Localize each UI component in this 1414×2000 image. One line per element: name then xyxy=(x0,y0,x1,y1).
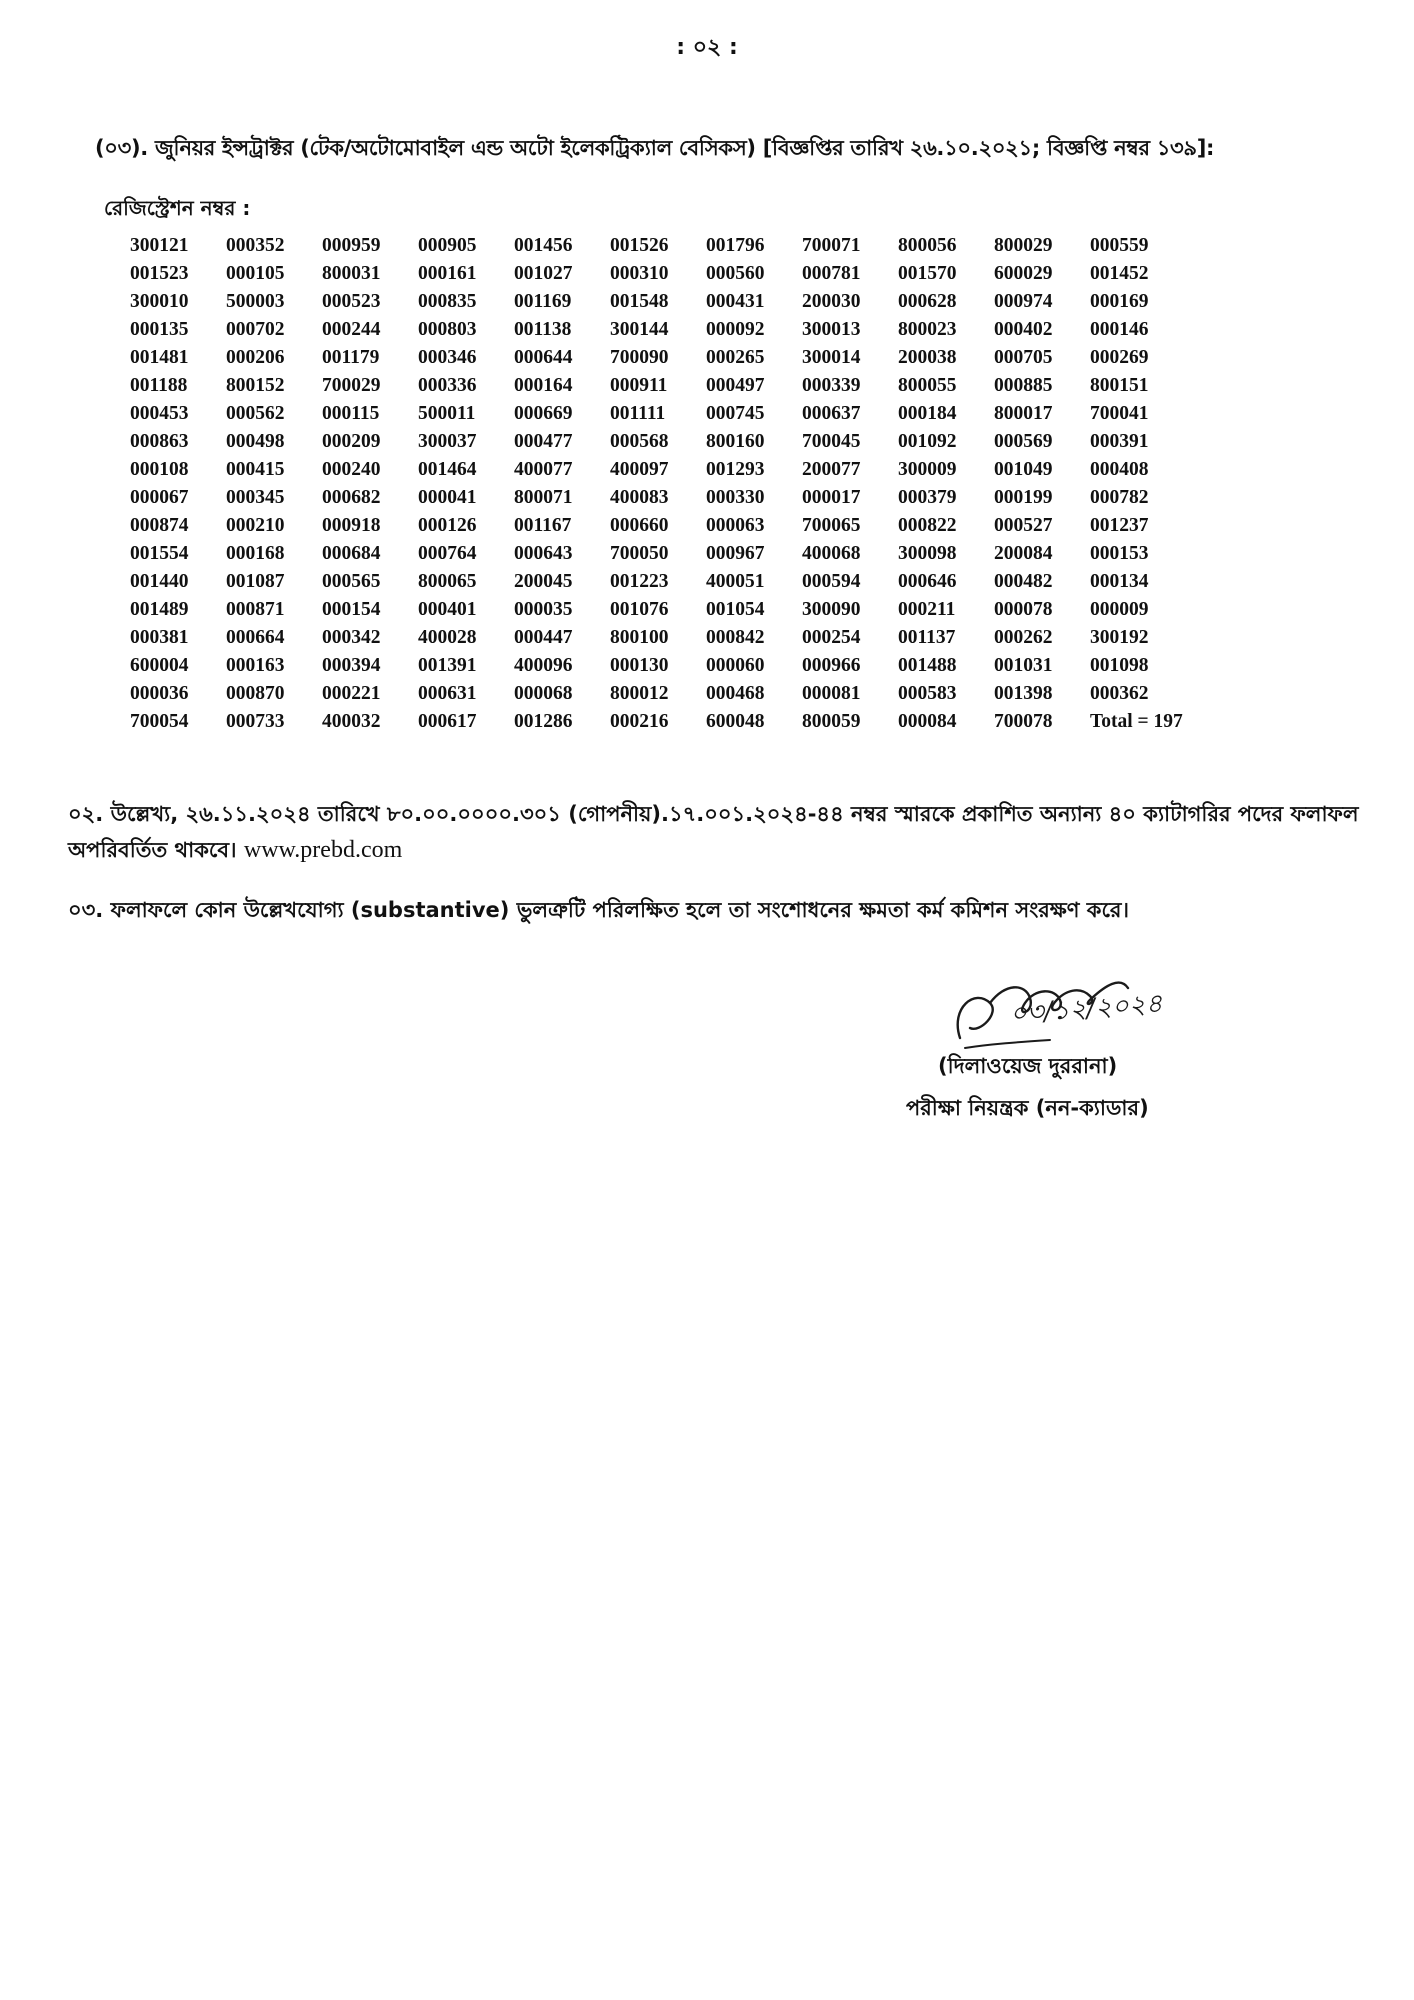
registration-number-cell: 000705 xyxy=(994,347,1053,368)
registration-number-cell: 000835 xyxy=(418,291,477,312)
registration-number-cell: 000153 xyxy=(1090,543,1149,564)
registration-number-cell: 000966 xyxy=(802,655,861,676)
registration-number-cell: 300014 xyxy=(802,347,861,368)
registration-number-cell: 001554 xyxy=(130,543,189,564)
registration-number-cell: 001167 xyxy=(514,515,572,536)
registration-number-cell: 000115 xyxy=(322,403,380,424)
registration-number-cell: 200038 xyxy=(898,347,957,368)
registration-number-cell: 000310 xyxy=(610,263,669,284)
table-row xyxy=(130,232,1220,260)
registration-number-cell: 400032 xyxy=(322,711,381,732)
registration-number-cell: 000568 xyxy=(610,431,669,452)
registration-number-cell: 800160 xyxy=(706,431,765,452)
registration-number-cell: 500003 xyxy=(226,291,285,312)
registration-number-cell: 000870 xyxy=(226,683,285,704)
registration-number-cell: 000221 xyxy=(322,683,381,704)
registration-number-cell: 300144 xyxy=(610,319,669,340)
registration-number-cell: 000523 xyxy=(322,291,381,312)
registration-number-cell: 000498 xyxy=(226,431,285,452)
registration-number-cell: 000967 xyxy=(706,543,765,564)
registration-number-cell: 000447 xyxy=(514,627,573,648)
registration-number-cell: 000067 xyxy=(130,487,189,508)
registration-number-cell: 000339 xyxy=(802,375,861,396)
registration-number-cell: 000269 xyxy=(1090,347,1149,368)
registration-number-cell: 700045 xyxy=(802,431,861,452)
registration-number-cell: 800056 xyxy=(898,235,957,256)
registration-number-cell: 000394 xyxy=(322,655,381,676)
registration-number-cell: 001237 xyxy=(1090,515,1149,536)
registration-number-cell: 000842 xyxy=(706,627,765,648)
table-row xyxy=(130,596,1220,624)
registration-number-cell: 300037 xyxy=(418,431,477,452)
registration-number-cell: 000265 xyxy=(706,347,765,368)
registration-number-cell: 000562 xyxy=(226,403,285,424)
registration-number-cell: 000036 xyxy=(130,683,189,704)
registration-number-cell: 000874 xyxy=(130,515,189,536)
registration-number-cell: 300013 xyxy=(802,319,861,340)
registration-number-cell: 000637 xyxy=(802,403,861,424)
registration-number-cell: 300010 xyxy=(130,291,189,312)
registration-number-cell: 000594 xyxy=(802,571,861,592)
registration-number-cell: 000617 xyxy=(418,711,477,732)
registration-number-cell: 000745 xyxy=(706,403,765,424)
table-row xyxy=(130,708,1220,736)
registration-number-cell: 800031 xyxy=(322,263,381,284)
table-row xyxy=(130,568,1220,596)
registration-number-cell: 001049 xyxy=(994,459,1053,480)
registration-number-cell: 001092 xyxy=(898,431,957,452)
registration-number-cell: 700078 xyxy=(994,711,1053,732)
table-row xyxy=(130,428,1220,456)
registration-number-cell: 000497 xyxy=(706,375,765,396)
registration-number-cell: 300090 xyxy=(802,599,861,620)
registration-number-cell: 200045 xyxy=(514,571,573,592)
registration-number-cell: 000803 xyxy=(418,319,477,340)
registration-number-cell: 000565 xyxy=(322,571,381,592)
registration-number-cell: 000108 xyxy=(130,459,189,480)
registration-number-cell: 001138 xyxy=(514,319,572,340)
registration-number-cell: 400068 xyxy=(802,543,861,564)
registration-number-cell: 000974 xyxy=(994,291,1053,312)
registration-number-cell: 000244 xyxy=(322,319,381,340)
registration-number-cell: 001188 xyxy=(130,375,188,396)
registration-number-cell: 000702 xyxy=(226,319,285,340)
registration-number-cell: 000401 xyxy=(418,599,477,620)
registration-number-cell: 000477 xyxy=(514,431,573,452)
registration-number-cell: 000130 xyxy=(610,655,669,676)
registration-number-cell: 001027 xyxy=(514,263,573,284)
paragraph-03: ০৩. ফলাফলে কোন উল্লেখযোগ্য (substantive) ভুলত্রুটি পরিলক্ষিত হলে তা সংশোধনের ক্ষমতা কর্ম কমিশন সংরক্ষণ করে। xyxy=(68,898,1129,922)
registration-number-cell: 000161 xyxy=(418,263,477,284)
registration-number-cell: 300009 xyxy=(898,459,957,480)
registration-number-cell: 800065 xyxy=(418,571,477,592)
registration-number-cell: 001456 xyxy=(514,235,573,256)
registration-number-cell: 700050 xyxy=(610,543,669,564)
registration-number-cell: 000781 xyxy=(802,263,861,284)
registration-number-cell: 000664 xyxy=(226,627,285,648)
registration-number-cell: 001481 xyxy=(130,347,189,368)
registration-number-cell: 000684 xyxy=(322,543,381,564)
registration-number-cell: 000210 xyxy=(226,515,285,536)
registration-number-cell: 000402 xyxy=(994,319,1053,340)
registration-number-cell: 001031 xyxy=(994,655,1053,676)
registration-number-cell: 000184 xyxy=(898,403,957,424)
registration-number-cell: 000560 xyxy=(706,263,765,284)
registration-number-cell: 001076 xyxy=(610,599,669,620)
registration-number-cell: 001489 xyxy=(130,599,189,620)
registration-number-cell: 000168 xyxy=(226,543,285,564)
registration-number-cell: 000669 xyxy=(514,403,573,424)
registration-number-cell: 000871 xyxy=(226,599,285,620)
registration-number-cell: 000336 xyxy=(418,375,477,396)
registration-number-cell: 800055 xyxy=(898,375,957,396)
registration-number-cell: 000084 xyxy=(898,711,957,732)
registration-number-cell: 001526 xyxy=(610,235,669,256)
table-row xyxy=(130,344,1220,372)
website-text: www.prebd.com xyxy=(243,837,403,863)
registration-number-cell: 000105 xyxy=(226,263,285,284)
registration-number-cell: 000346 xyxy=(418,347,477,368)
registration-number-cell: 000330 xyxy=(706,487,765,508)
registration-number-cell: 000379 xyxy=(898,487,957,508)
registration-number-cell: 000068 xyxy=(514,683,573,704)
registration-number-cell: 000009 xyxy=(1090,599,1149,620)
registration-number-cell: 000682 xyxy=(322,487,381,508)
registration-number-cell: 400083 xyxy=(610,487,669,508)
registration-number-cell: 200077 xyxy=(802,459,861,480)
table-row xyxy=(130,456,1220,484)
registration-number-cell: 000169 xyxy=(1090,291,1149,312)
registration-number-cell: 800012 xyxy=(610,683,669,704)
registration-number-cell: 001440 xyxy=(130,571,189,592)
registration-number-cell: 000342 xyxy=(322,627,381,648)
registration-number-cell: 800100 xyxy=(610,627,669,648)
registration-number-cell: 000262 xyxy=(994,627,1053,648)
registration-number-cell: 700041 xyxy=(1090,403,1149,424)
registration-table-body xyxy=(130,232,1220,736)
registration-number-cell: 300121 xyxy=(130,235,189,256)
registration-number-cell: 000134 xyxy=(1090,571,1149,592)
registration-number-cell: 001111 xyxy=(610,403,666,424)
registration-number-cell: 001293 xyxy=(706,459,765,480)
registration-number-cell: 000644 xyxy=(514,347,573,368)
registration-number-cell: 700029 xyxy=(322,375,381,396)
registration-number-cell: 001488 xyxy=(898,655,957,676)
registration-number-cell: 001098 xyxy=(1090,655,1149,676)
registration-number-cell: 000078 xyxy=(994,599,1053,620)
registration-number-cell: 000631 xyxy=(418,683,477,704)
registration-number-cell: 800151 xyxy=(1090,375,1149,396)
registration-number-cell: 001286 xyxy=(514,711,573,732)
signatory-title: পরীক্ষা নিয়ন্ত্রক (নন-ক্যাডার) xyxy=(906,1096,1149,1120)
registration-number-cell: 700090 xyxy=(610,347,669,368)
registration-number-cell: 001223 xyxy=(610,571,669,592)
registration-number-cell: 000063 xyxy=(706,515,765,536)
registration-number-cell: 001169 xyxy=(514,291,572,312)
registration-number-cell: 800071 xyxy=(514,487,573,508)
registration-number-cell: 000782 xyxy=(1090,487,1149,508)
registration-number-cell: 000453 xyxy=(130,403,189,424)
registration-number-cell: 000240 xyxy=(322,459,381,480)
registration-number-cell: 000583 xyxy=(898,683,957,704)
registration-number-cell: 700054 xyxy=(130,711,189,732)
registration-number-cell: 400096 xyxy=(514,655,573,676)
registration-number-cell: 000408 xyxy=(1090,459,1149,480)
registration-number-cell: 700065 xyxy=(802,515,861,536)
registration-number-cell: 200030 xyxy=(802,291,861,312)
registration-number-cell: 000060 xyxy=(706,655,765,676)
registration-number-cell: 200084 xyxy=(994,543,1053,564)
table-row xyxy=(130,680,1220,708)
registration-number-cell: 500011 xyxy=(418,403,476,424)
registration-number-cell: 000905 xyxy=(418,235,477,256)
registration-label: রেজিস্ট্রেশন নম্বর : xyxy=(104,196,251,220)
registration-number-cell: 000646 xyxy=(898,571,957,592)
registration-number-cell: 001179 xyxy=(322,347,380,368)
registration-number-cell: 000885 xyxy=(994,375,1053,396)
table-row xyxy=(130,484,1220,512)
registration-number-cell: 800023 xyxy=(898,319,957,340)
registration-number-cell: 400051 xyxy=(706,571,765,592)
paragraph-02 xyxy=(68,796,1368,868)
table-row xyxy=(130,260,1220,288)
registration-number-cell: 700071 xyxy=(802,235,861,256)
registration-number-cell: 000362 xyxy=(1090,683,1149,704)
registration-number-cell: 000035 xyxy=(514,599,573,620)
registration-number-cell: 000381 xyxy=(130,627,189,648)
registration-number-cell: 001054 xyxy=(706,599,765,620)
registration-number-cell: 000041 xyxy=(418,487,477,508)
registration-number-cell: 000135 xyxy=(130,319,189,340)
registration-number-cell: 000628 xyxy=(898,291,957,312)
registration-number-cell: 800029 xyxy=(994,235,1053,256)
registration-number-cell: 001137 xyxy=(898,627,956,648)
registration-number-cell: 000199 xyxy=(994,487,1053,508)
registration-number-cell: 400097 xyxy=(610,459,669,480)
table-row xyxy=(130,540,1220,568)
table-row xyxy=(130,316,1220,344)
registration-number-cell: 001087 xyxy=(226,571,285,592)
table-row xyxy=(130,400,1220,428)
registration-number-cell: 000154 xyxy=(322,599,381,620)
registration-number-cell: 000164 xyxy=(514,375,573,396)
registration-number-cell: 300098 xyxy=(898,543,957,564)
registration-number-cell: 000163 xyxy=(226,655,285,676)
registration-number-cell: 000126 xyxy=(418,515,477,536)
registration-number-cell: 000431 xyxy=(706,291,765,312)
table-row xyxy=(130,372,1220,400)
signatory-name: (দিলাওয়েজ দুররানা) xyxy=(938,1054,1118,1078)
registration-number-cell: 001464 xyxy=(418,459,477,480)
registration-number-cell: 000391 xyxy=(1090,431,1149,452)
registration-number-cell: 000352 xyxy=(226,235,285,256)
registration-number-cell: 000918 xyxy=(322,515,381,536)
registration-number-cell: 001391 xyxy=(418,655,477,676)
registration-number-cell: 001452 xyxy=(1090,263,1149,284)
registration-number-cell: 000527 xyxy=(994,515,1053,536)
registration-number-cell: 000764 xyxy=(418,543,477,564)
section-heading: (০৩). জুনিয়র ইন্সট্রাক্টর (টেক/অটোমোবাইল এন্ড অটো ইলেকট্রিক্যাল বেসিকস) [বিজ্ঞপ্তির তারিখ ২৬.১০.২০২১; বিজ্ঞপ্তি নম্বর ১৩৯]: xyxy=(95,136,1215,160)
registration-number-cell: 000017 xyxy=(802,487,861,508)
registration-number-cell: 800017 xyxy=(994,403,1053,424)
registration-number-cell: 400028 xyxy=(418,627,477,648)
registration-number-cell: 600029 xyxy=(994,263,1053,284)
paragraph-02-text: ০২. উল্লেখ্য, ২৬.১১.২০২৪ তারিখে ৮০.০০.০০০০.৩০১ (গোপনীয়).১৭.০০১.২০২৪-৪৪ নম্বর স্মারকে প্রকাশিত অন্যান্য ৪০ ক্যাটাগরির পদের ফলাফল অপরিবর্তিত থাকবে। xyxy=(68,802,1359,862)
table-row xyxy=(130,512,1220,540)
registration-number-cell: 000863 xyxy=(130,431,189,452)
total-count-cell: Total = 197 xyxy=(1090,711,1183,732)
registration-number-cell: 000660 xyxy=(610,515,669,536)
registration-number-cell: 000468 xyxy=(706,683,765,704)
registration-number-cell: 000569 xyxy=(994,431,1053,452)
registration-number-cell: 001548 xyxy=(610,291,669,312)
registration-number-cell: 000216 xyxy=(610,711,669,732)
registration-number-cell: 000206 xyxy=(226,347,285,368)
table-row xyxy=(130,652,1220,680)
registration-number-cell: 600004 xyxy=(130,655,189,676)
registration-number-cell: 000209 xyxy=(322,431,381,452)
registration-number-cell: 001398 xyxy=(994,683,1053,704)
registration-number-cell: 000733 xyxy=(226,711,285,732)
signature-date: ০৩/১২/২০২৪ xyxy=(1009,988,1164,1030)
registration-number-cell: 800059 xyxy=(802,711,861,732)
registration-number-cell: 001796 xyxy=(706,235,765,256)
table-row xyxy=(130,288,1220,316)
registration-number-table xyxy=(130,232,1220,736)
registration-number-cell: 001570 xyxy=(898,263,957,284)
registration-number-cell: 000254 xyxy=(802,627,861,648)
registration-number-cell: 000092 xyxy=(706,319,765,340)
registration-number-cell: 600048 xyxy=(706,711,765,732)
registration-number-cell: 800152 xyxy=(226,375,285,396)
registration-number-cell: 300192 xyxy=(1090,627,1149,648)
registration-number-cell: 000482 xyxy=(994,571,1053,592)
registration-number-cell: 000415 xyxy=(226,459,285,480)
page-number: : ০২ : xyxy=(676,35,738,60)
registration-number-cell: 000559 xyxy=(1090,235,1149,256)
registration-number-cell: 000959 xyxy=(322,235,381,256)
registration-number-cell: 000822 xyxy=(898,515,957,536)
registration-number-cell: 400077 xyxy=(514,459,573,480)
registration-number-cell: 000146 xyxy=(1090,319,1149,340)
registration-number-cell: 000643 xyxy=(514,543,573,564)
registration-number-cell: 000345 xyxy=(226,487,285,508)
registration-number-cell: 001523 xyxy=(130,263,189,284)
registration-number-cell: 000911 xyxy=(610,375,668,396)
registration-number-cell: 000211 xyxy=(898,599,956,620)
table-row xyxy=(130,624,1220,652)
registration-number-cell: 000081 xyxy=(802,683,861,704)
